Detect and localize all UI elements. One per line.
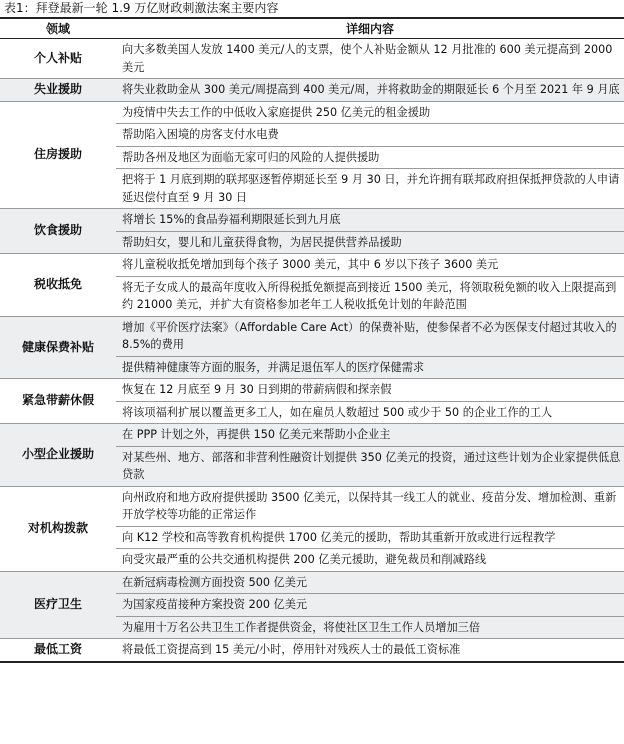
detail-cell: 向 K12 学校和高等教育机构提供 1700 亿美元的援助，帮助其重新开放或进行远程教学 — [116, 526, 624, 549]
detail-cell: 向大多数美国人发放 1400 美元/人的支票，使个人补贴金额从 12 月批准的 600 美元提高到 2000 美元 — [116, 39, 624, 79]
category-cell: 对机构拨款 — [0, 486, 116, 571]
detail-cell: 将该项福利扩展以覆盖更多工人，如在雇员人数超过 500 或少于 50 的企业工作的工人 — [116, 401, 624, 424]
table-row — [0, 254, 624, 277]
category-cell: 健康保费补贴 — [0, 316, 116, 379]
category-cell: 个人补贴 — [0, 39, 116, 79]
category-cell: 税收抵免 — [0, 254, 116, 317]
table-row — [0, 316, 624, 356]
category-cell: 最低工资 — [0, 639, 116, 662]
detail-cell: 帮助妇女，婴儿和儿童获得食物，为居民提供营养品援助 — [116, 231, 624, 254]
table-row — [0, 209, 624, 232]
detail-cell: 帮助陷入困境的房客支付水电费 — [116, 124, 624, 147]
detail-cell: 在 PPP 计划之外，再提供 150 亿美元来帮助小企业主 — [116, 424, 624, 447]
detail-cell: 恢复在 12 月底至 9 月 30 日到期的带薪病假和探亲假 — [116, 379, 624, 402]
detail-cell: 向受灾最严重的公共交通机构提供 200 亿美元援助，避免裁员和削减路线 — [116, 549, 624, 572]
detail-cell: 帮助各州及地区为面临无家可归的风险的人提供援助 — [116, 146, 624, 169]
detail-cell: 为疫情中失去工作的中低收入家庭提供 250 亿美元的租金援助 — [116, 101, 624, 124]
detail-cell: 将失业救助金从 300 美元/周提高到 400 美元/周，并将救助金的期限延长 6 个月至 2021 年 9 月底 — [116, 79, 624, 102]
table-row — [0, 486, 624, 526]
detail-cell: 将儿童税收抵免增加到每个孩子 3000 美元，其中 6 岁以下孩子 3600 美元 — [116, 254, 624, 277]
detail-cell: 在新冠病毒检测方面投资 500 亿美元 — [116, 571, 624, 594]
detail-cell: 提供精神健康等方面的服务，并满足退伍军人的医疗保健需求 — [116, 356, 624, 379]
table-row — [0, 79, 624, 102]
table-row — [0, 424, 624, 447]
header-domain: 领域 — [0, 18, 116, 39]
table-body — [0, 39, 624, 662]
category-cell: 小型企业援助 — [0, 424, 116, 487]
detail-cell: 将无子女成人的最高年度收入所得税抵免额提高到接近 1500 美元，将领取税免额的收入上限提高到约 21000 美元，并扩大有资格参加老年工人税收抵免计划的年龄范围 — [116, 276, 624, 316]
detail-cell: 为国家疫苗接种方案投资 200 亿美元 — [116, 594, 624, 617]
category-cell: 医疗卫生 — [0, 571, 116, 639]
header-detail: 详细内容 — [116, 18, 624, 39]
detail-cell: 为雇用十万名公共卫生工作者提供资金，将使社区卫生工作人员增加三倍 — [116, 616, 624, 639]
detail-cell: 把将于 1 月底到期的联邦驱逐暂停期延长至 9 月 30 日，并允许拥有联邦政府担保抵押贷款的人申请延迟偿付直至 9 月 30 日 — [116, 169, 624, 209]
category-cell: 饮食援助 — [0, 209, 116, 254]
detail-cell: 将增长 15%的食品券福利期限延长到九月底 — [116, 209, 624, 232]
detail-cell: 将最低工资提高到 15 美元/小时，停用针对残疾人士的最低工资标准 — [116, 639, 624, 662]
table-row — [0, 101, 624, 124]
table-row — [0, 571, 624, 594]
category-cell: 住房援助 — [0, 101, 116, 209]
table-row — [0, 39, 624, 79]
detail-cell: 增加《平价医疗法案》（Affordable Care Act）的保费补贴，使参保者不必为医保支付超过其收入的 8.5%的费用 — [116, 316, 624, 356]
table-caption: 表1：拜登最新一轮 1.9 万亿财政刺激法案主要内容 — [4, 1, 279, 15]
detail-cell: 对某些州、地方、部落和非营利性融资计划提供 350 亿美元的投资，通过这些计划为企业家提供低息贷款 — [116, 446, 624, 486]
policy-table — [0, 17, 624, 663]
detail-cell: 向州政府和地方政府提供援助 3500 亿美元，以保持其一线工人的就业、疫苗分发、增加检测、重新开放学校等功能的正常运作 — [116, 486, 624, 526]
table-row — [0, 639, 624, 662]
header-row — [0, 18, 624, 39]
category-cell: 紧急带薪休假 — [0, 379, 116, 424]
table-row — [0, 379, 624, 402]
category-cell: 失业援助 — [0, 79, 116, 102]
